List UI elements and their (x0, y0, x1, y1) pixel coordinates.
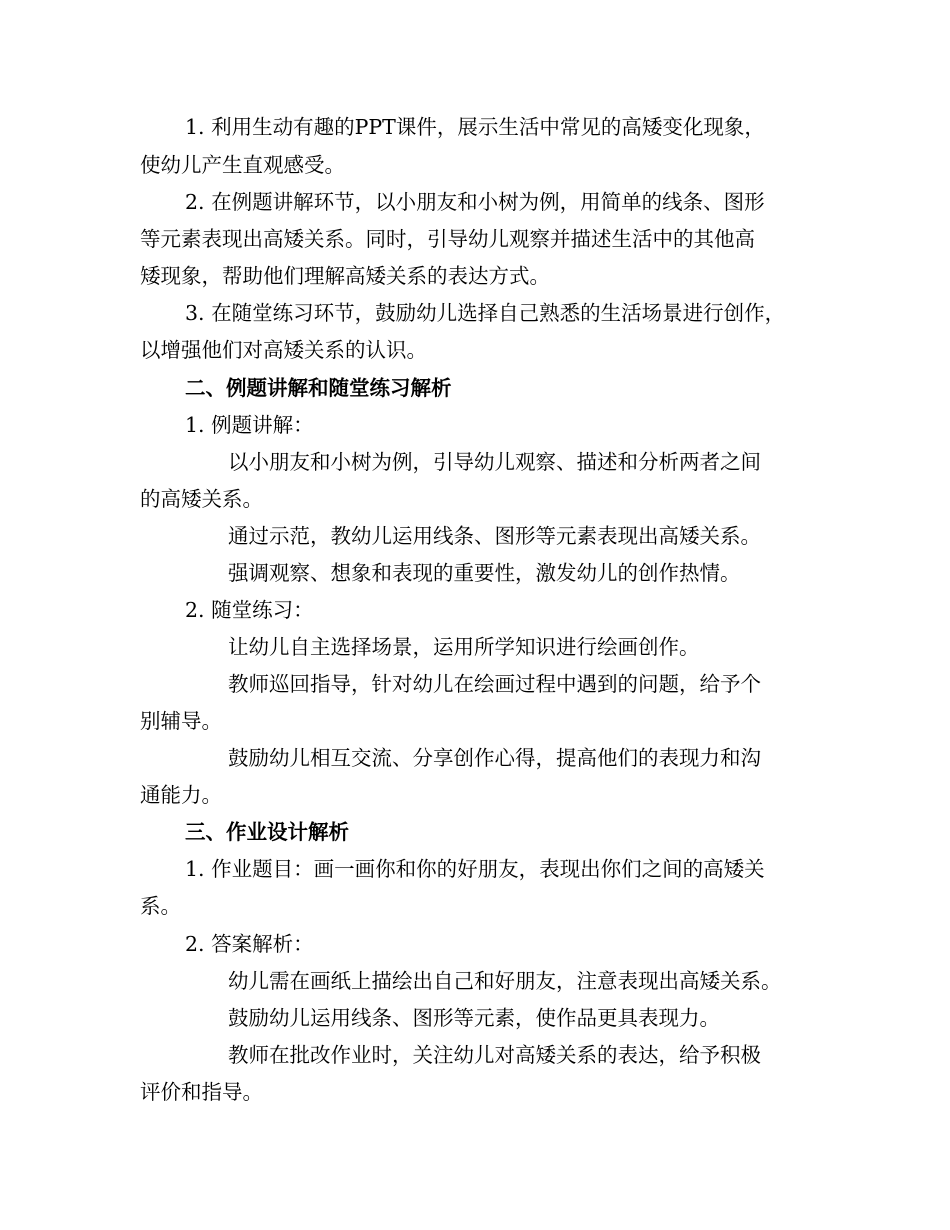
list-item-1-cont: 使幼儿产生直观感受。 (140, 153, 345, 177)
paragraph-cont: 系。 (140, 894, 181, 918)
paragraph-cont: 的高矮关系。 (140, 487, 263, 511)
list-item-3: 3. 在随堂练习环节，鼓励幼儿选择自己熟悉的生活场景进行创作， (185, 301, 786, 325)
paragraph: 教师在批改作业时，关注幼儿对高矮关系的表达，给予积极 (228, 1043, 761, 1067)
list-item-2-cont: 矮现象，帮助他们理解高矮关系的表达方式。 (140, 264, 550, 288)
paragraph: 幼儿需在画纸上描绘出自己和好朋友，注意表现出高矮关系。 (228, 969, 782, 993)
subheading-answer: 2. 答案解析： (185, 932, 314, 956)
paragraph: 强调观察、想象和表现的重要性，激发幼儿的创作热情。 (228, 561, 741, 585)
section-heading-3: 三、作业设计解析 (185, 820, 349, 844)
list-item-1: 1. 利用生动有趣的PPT课件，展示生活中常见的高矮变化现象， (185, 115, 765, 139)
paragraph: 通过示范，教幼儿运用线条、图形等元素表现出高矮关系。 (228, 524, 761, 548)
paragraph-cont: 通能力。 (140, 783, 222, 807)
paragraph-cont: 评价和指导。 (140, 1080, 263, 1104)
paragraph: 以小朋友和小树为例，引导幼儿观察、描述和分析两者之间 (228, 450, 761, 474)
section-heading-2: 二、例题讲解和随堂练习解析 (185, 376, 452, 400)
paragraph: 鼓励幼儿相互交流、分享创作心得，提高他们的表现力和沟 (228, 746, 761, 770)
subheading-practice: 2. 随堂练习： (185, 598, 314, 622)
paragraph-cont: 别辅导。 (140, 709, 222, 733)
subheading-example: 1. 例题讲解： (185, 413, 314, 437)
paragraph: 教师巡回指导，针对幼儿在绘画过程中遇到的问题，给予个 (228, 672, 761, 696)
list-item-3-cont: 以增强他们对高矮关系的认识。 (140, 338, 427, 362)
list-item-2: 2. 在例题讲解环节，以小朋友和小树为例，用简单的线条、图形 (185, 190, 765, 214)
subheading-homework: 1. 作业题目：画一画你和你的好朋友，表现出你们之间的高矮关 (185, 857, 765, 881)
paragraph: 鼓励幼儿运用线条、图形等元素，使作品更具表现力。 (228, 1006, 720, 1030)
list-item-2-cont: 等元素表现出高矮关系。同时，引导幼儿观察并描述生活中的其他高 (140, 227, 755, 251)
paragraph: 让幼儿自主选择场景，运用所学知识进行绘画创作。 (228, 635, 700, 659)
